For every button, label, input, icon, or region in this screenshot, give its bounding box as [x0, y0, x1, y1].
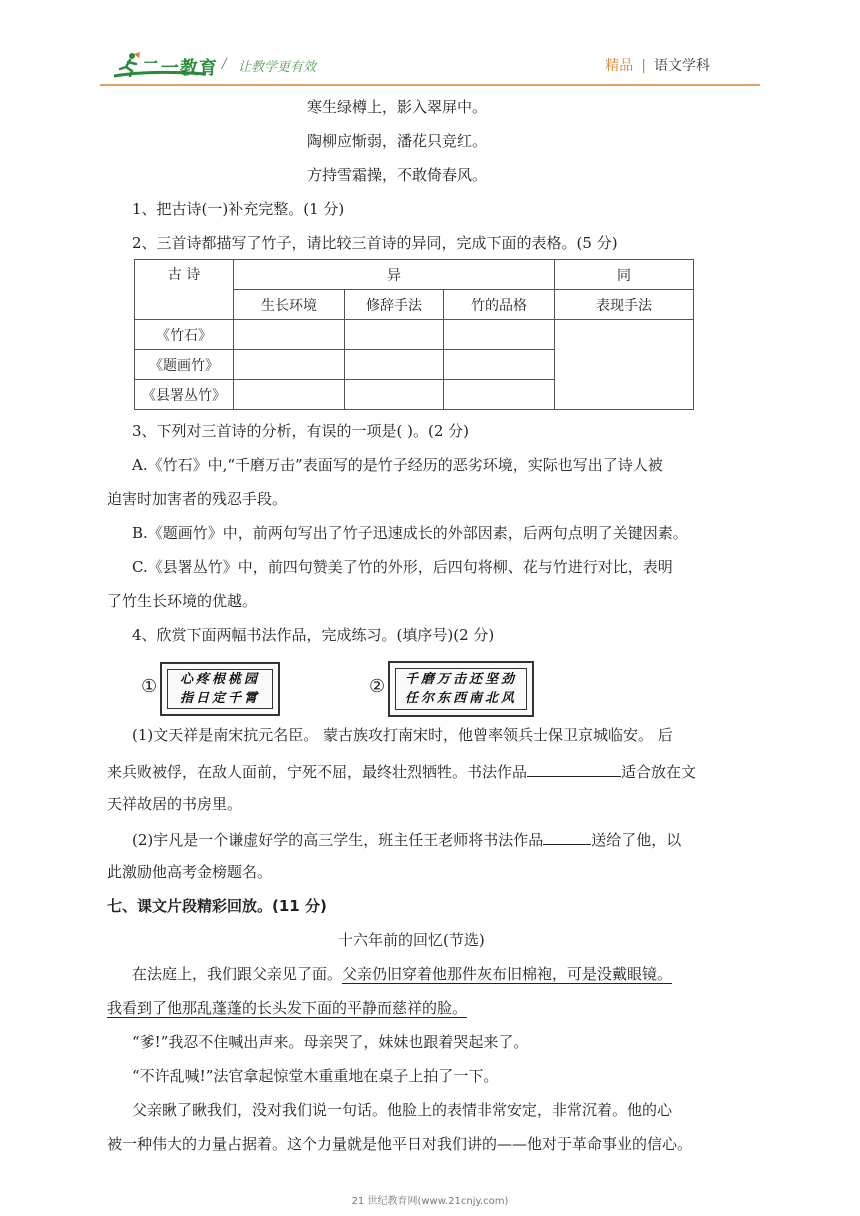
- option-c-cont: 了竹生长环境的优越。: [107, 592, 258, 610]
- answer-blank-2[interactable]: [543, 828, 591, 845]
- logo-text: 二一教育: [142, 58, 218, 79]
- section-7-heading: 七、课文片段精彩回放。(11 分): [107, 897, 327, 915]
- calligraphy-1: [160, 662, 280, 716]
- table-cell[interactable]: [444, 380, 555, 410]
- passage-p1-text: 在法庭上，我们跟父亲见了面。: [132, 965, 343, 983]
- passage-p1: [132, 964, 672, 984]
- table-cell[interactable]: [345, 350, 444, 380]
- table-header-same: 同: [555, 260, 694, 290]
- option-a: A.《竹石》中,“千磨万击”表面写的是竹子经历的恶劣环境，实际也写出了诗人被: [132, 456, 663, 474]
- table-cell-same[interactable]: [555, 320, 694, 410]
- table-header-poem: 古 诗: [135, 260, 234, 320]
- question-4-2-cont: 此激励他高考金榜题名。: [107, 863, 273, 881]
- calligraphy-1-line2: 指日定千霄: [179, 691, 260, 706]
- calligraphy-2-number: ②: [369, 676, 386, 697]
- header-right: [605, 55, 710, 75]
- table-subheader-env: 生长环境: [234, 290, 345, 320]
- passage-p3: “不许乱喊!”法官拿起惊堂木重重地在桌子上拍了一下。: [132, 1067, 499, 1085]
- poem-line: 陶柳应惭弱，潘花只竞红。: [307, 132, 488, 150]
- passage-p4: 父亲瞅了瞅我们，没对我们说一句话。他脸上的表情非常安定，非常沉着。他的心: [132, 1101, 673, 1119]
- calligraphy-1-number: ①: [141, 676, 158, 697]
- answer-blank-1[interactable]: [527, 760, 621, 777]
- option-b: B.《题画竹》中，前两句写出了竹子迅速成长的外部因素，后两句点明了关键因素。: [132, 524, 688, 542]
- comparison-table: [134, 259, 694, 410]
- calligraphy-2: [388, 661, 534, 717]
- table-cell[interactable]: [234, 350, 345, 380]
- option-a-cont: 迫害时加害者的残忍手段。: [107, 490, 288, 508]
- poem-line: 方持雪霜操，不敢倚春风。: [307, 166, 488, 184]
- quality-tag: 精品: [605, 58, 634, 74]
- question-4-1-end: 天祥故居的书房里。: [107, 795, 243, 813]
- header-divider: |: [641, 58, 646, 74]
- calligraphy-2-line2: 任尔东西南北风: [404, 691, 517, 706]
- table-cell[interactable]: [345, 320, 444, 350]
- passage-p1-underlined-cont: 我看到了他那乱蓬蓬的长头发下面的平静而慈祥的脸。: [107, 999, 468, 1017]
- table-row-poem: 《竹石》: [135, 320, 234, 350]
- question-1: 1、把古诗(一)补充完整。(1 分): [132, 200, 345, 218]
- slogan: 让教学更有效: [238, 60, 317, 75]
- question-4-2: [132, 828, 681, 850]
- table-row-poem: 《县署丛竹》: [135, 380, 234, 410]
- table-subheader-rhetoric: 修辞手法: [345, 290, 444, 320]
- question-3: 3、下列对三首诗的分析，有误的一项是( )。(2 分): [132, 422, 470, 440]
- passage-p4-cont: 被一种伟大的力量占据着。这个力量就是他平日对我们讲的——他对于革命事业的信心。: [107, 1135, 693, 1153]
- table-cell[interactable]: [234, 320, 345, 350]
- question-4-2-text: (2)宇凡是一个谦虚好学的高三学生，班主任王老师将书法作品: [132, 831, 544, 849]
- table-header-diff: 异: [234, 260, 555, 290]
- question-4: 4、欣赏下面两幅书法作品，完成练习。(填序号)(2 分): [132, 626, 495, 644]
- question-4-1-text: 来兵败被俘，在敌人面前，宁死不屈，最终壮烈牺牲。书法作品: [107, 763, 528, 781]
- question-2: 2、三首诗都描写了竹子，请比较三首诗的异同，完成下面的表格。(5 分): [132, 234, 618, 252]
- table-cell[interactable]: [234, 380, 345, 410]
- header-rule: [100, 84, 760, 86]
- poem-line: 寒生绿樽上，影入翠屏中。: [307, 98, 488, 116]
- page-footer: 21 世纪教育网(www.21cnjy.com): [351, 1196, 509, 1207]
- question-4-1-cont: [107, 760, 696, 782]
- calligraphy-1-line1: 心疼根桃园: [179, 672, 260, 687]
- question-4-1: (1)文天祥是南宋抗元名臣。 蒙古族攻打南宋时，他曾率领兵士保卫京城临安。 后: [132, 726, 673, 744]
- table-row-poem: 《题画竹》: [135, 350, 234, 380]
- calligraphy-2-line1: 千磨万击还坚劲: [404, 672, 517, 687]
- passage-p2: “爹!”我忍不住喊出声来。母亲哭了，妹妹也跟着哭起来了。: [132, 1033, 529, 1051]
- passage-p1-underlined: 父亲仍旧穿着他那件灰布旧棉袍，可是没戴眼镜。: [342, 965, 673, 983]
- slogan-separator: /: [222, 56, 227, 72]
- table-cell[interactable]: [444, 350, 555, 380]
- option-c: C.《县署丛竹》中，前四句赞美了竹的外形，后四句将柳、花与竹进行对比，表明: [132, 558, 673, 576]
- question-4-2-text-post: 送给了他，以: [591, 831, 682, 849]
- question-4-1-text-post: 适合放在文: [621, 763, 697, 781]
- passage-title: 十六年前的回忆(节选): [338, 931, 485, 949]
- table-cell[interactable]: [444, 320, 555, 350]
- table-subheader-quality: 竹的品格: [444, 290, 555, 320]
- table-subheader-method: 表现手法: [555, 290, 694, 320]
- page-header: [0, 0, 860, 84]
- table-cell[interactable]: [345, 380, 444, 410]
- subject-label: 语文学科: [654, 58, 710, 74]
